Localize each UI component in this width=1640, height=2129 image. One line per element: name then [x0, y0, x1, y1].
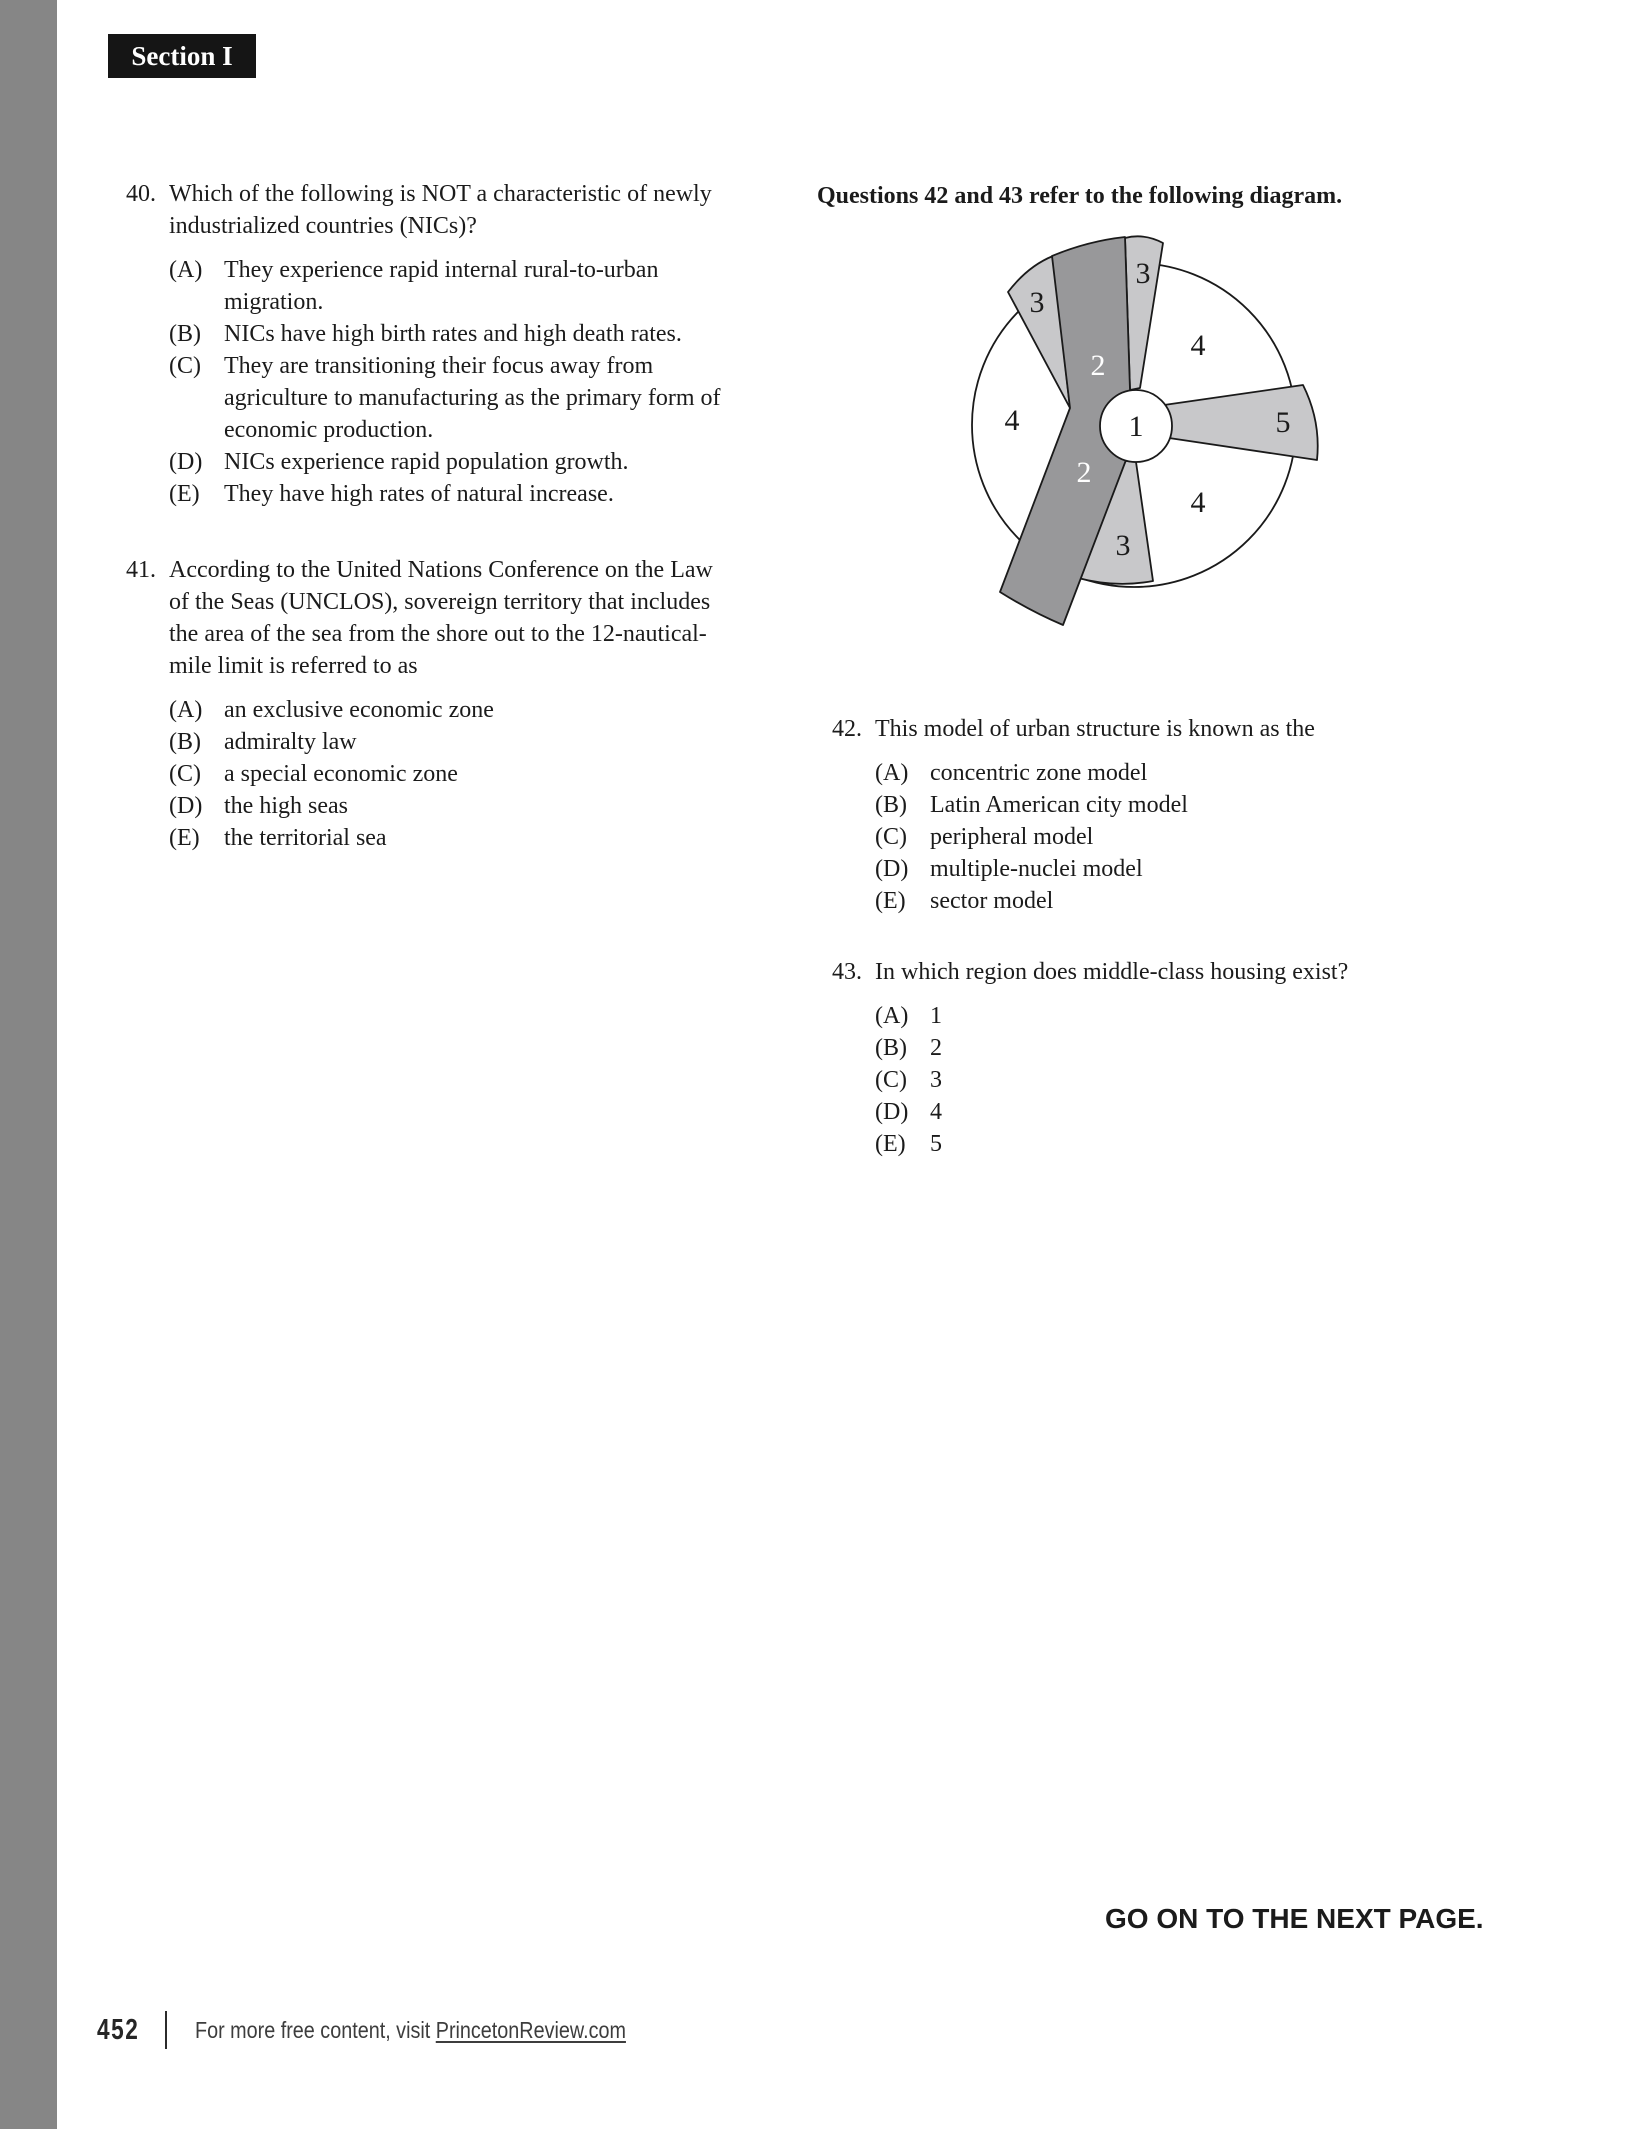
option-letter: (C) — [169, 353, 201, 379]
option-letter: (A) — [875, 1003, 909, 1029]
question-stem: This model of urban structure is known as the — [875, 716, 1315, 742]
question-number: 41. — [126, 557, 156, 583]
option-text: the high seas — [224, 793, 348, 819]
question-stem: According to the United Nations Conference on the Law of the Seas (UNCLOS), sovereign territory that includes the area of the sea from the shore out to the 12-nautical- mile limit is referred to as — [169, 557, 713, 679]
option-row — [875, 757, 1500, 789]
footer-divider — [165, 2011, 167, 2049]
option-letter: (A) — [875, 760, 909, 786]
sector-model-diagram — [940, 220, 1340, 640]
option-text: NICs experience rapid population growth. — [224, 449, 629, 475]
option-text: They are transitioning their focus away from agriculture to manufacturing as the primary form of economic production. — [224, 353, 721, 443]
option-letter: (D) — [875, 1099, 909, 1125]
option-letter: (C) — [169, 761, 201, 787]
diagram-label-3-bottom: 3 — [1115, 529, 1131, 562]
option-row — [169, 254, 780, 318]
diagram-reference-header: Questions 42 and 43 refer to the following diagram. — [817, 183, 1343, 209]
footer-text: For more free content, visit PrincetonReview.com — [195, 2016, 627, 2043]
option-text: 3 — [930, 1067, 942, 1093]
option-letter: (C) — [875, 824, 907, 850]
option-letter: (B) — [169, 729, 201, 755]
option-row — [875, 821, 1500, 853]
question-number: 42. — [832, 716, 862, 742]
question-number: 40. — [126, 181, 156, 207]
option-text: concentric zone model — [930, 760, 1148, 786]
option-row — [875, 1064, 1500, 1096]
go-on-instruction: GO ON TO THE NEXT PAGE. — [1105, 1903, 1484, 1934]
option-row — [169, 790, 780, 822]
option-row — [875, 1128, 1500, 1160]
option-text: the territorial sea — [224, 825, 387, 851]
option-text: peripheral model — [930, 824, 1094, 850]
option-letter: (E) — [875, 888, 906, 914]
diagram-label-4-upper-right: 4 — [1190, 329, 1206, 362]
question-stem: In which region does middle-class housing exist? — [875, 959, 1349, 985]
option-text: 4 — [930, 1099, 942, 1125]
question-41 — [126, 554, 780, 854]
option-text: NICs have high birth rates and high death rates. — [224, 321, 682, 347]
diagram-label-2-lower: 2 — [1076, 456, 1092, 489]
option-letter: (E) — [169, 825, 200, 851]
option-letter: (D) — [169, 449, 203, 475]
princeton-review-link[interactable]: PrincetonReview.com — [436, 2016, 627, 2043]
diagram-label-3-upper-left: 3 — [1029, 286, 1045, 319]
option-letter: (D) — [169, 793, 203, 819]
option-letter: (C) — [875, 1067, 907, 1093]
option-letter: (A) — [169, 697, 203, 723]
option-letter: (B) — [169, 321, 201, 347]
option-letter: (E) — [875, 1131, 906, 1157]
option-letter: (A) — [169, 257, 203, 283]
option-letter: (D) — [875, 856, 909, 882]
option-letter: (B) — [875, 792, 907, 818]
option-text: They have high rates of natural increase. — [224, 481, 614, 507]
option-text: 1 — [930, 1003, 942, 1029]
question-stem: Which of the following is NOT a characteristic of newly industrialized countries (NICs)? — [169, 181, 712, 239]
option-row — [875, 885, 1500, 917]
question-40 — [126, 178, 780, 510]
diagram-label-3-top: 3 — [1135, 257, 1151, 290]
option-row — [169, 822, 780, 854]
diagram-label-2-upper: 2 — [1090, 349, 1106, 382]
option-text: 2 — [930, 1035, 942, 1061]
option-row — [875, 853, 1500, 885]
diagram-label-4-left: 4 — [1004, 404, 1020, 437]
option-text: Latin American city model — [930, 792, 1188, 818]
question-43 — [832, 956, 1500, 1160]
option-row — [875, 789, 1500, 821]
option-text: 5 — [930, 1131, 942, 1157]
option-text: a special economic zone — [224, 761, 458, 787]
option-text: sector model — [930, 888, 1054, 914]
option-row — [169, 350, 780, 446]
page-number: 452 — [97, 2013, 140, 2046]
option-row — [169, 758, 780, 790]
diagram-label-5-right: 5 — [1275, 406, 1291, 439]
option-text: They experience rapid internal rural-to-urban migration. — [224, 257, 659, 315]
option-letter: (B) — [875, 1035, 907, 1061]
option-row — [875, 1000, 1500, 1032]
question-42 — [832, 713, 1500, 917]
option-text: admiralty law — [224, 729, 357, 755]
option-row — [875, 1096, 1500, 1128]
question-number: 43. — [832, 959, 862, 985]
diagram-label-1-center: 1 — [1128, 410, 1144, 443]
section-badge: Section I — [108, 34, 256, 78]
page-edge-gray-bar — [0, 0, 57, 2129]
option-row — [169, 478, 780, 510]
option-row — [875, 1032, 1500, 1064]
option-text: an exclusive economic zone — [224, 697, 494, 723]
option-text: multiple-nuclei model — [930, 856, 1143, 882]
option-row — [169, 694, 780, 726]
option-row — [169, 446, 780, 478]
option-letter: (E) — [169, 481, 200, 507]
option-row — [169, 726, 780, 758]
option-row — [169, 318, 780, 350]
diagram-label-4-lower-right: 4 — [1190, 486, 1206, 519]
page-footer — [97, 2010, 696, 2050]
